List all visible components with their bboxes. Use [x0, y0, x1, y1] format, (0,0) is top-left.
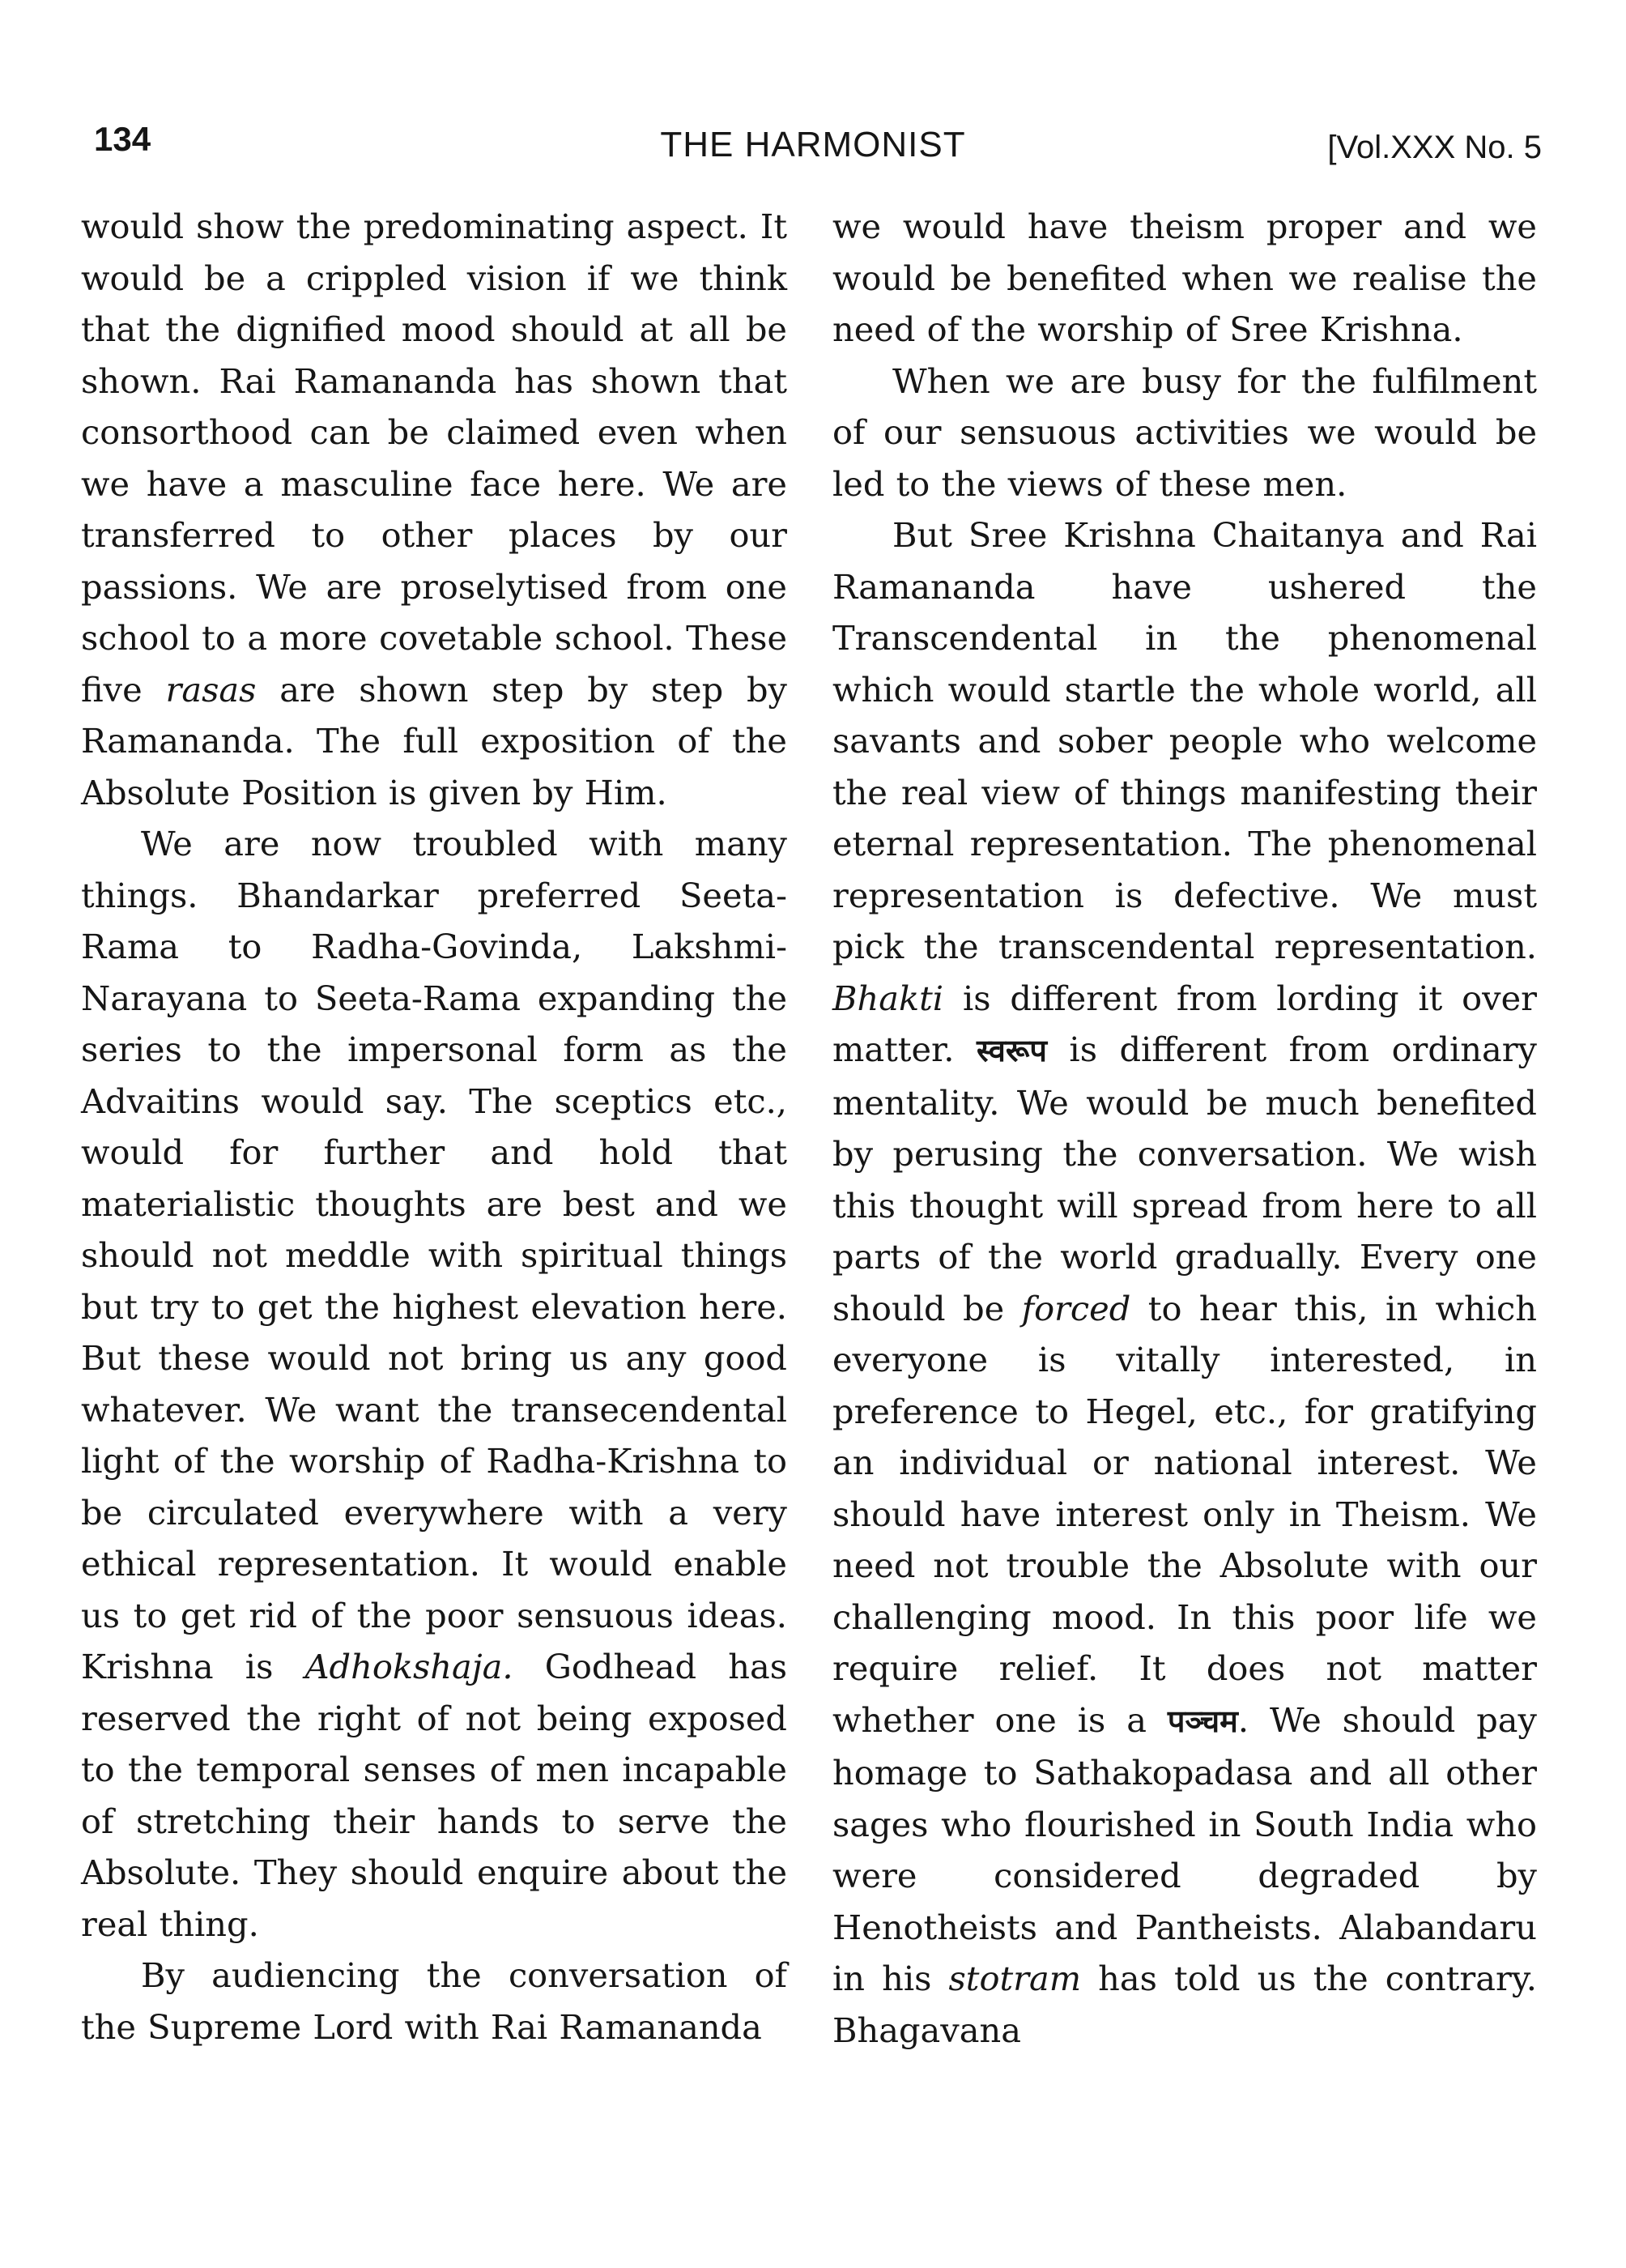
italic-term: Bhakti: [832, 978, 944, 1018]
right-column: [832, 201, 1537, 2056]
italic-term: stotram: [948, 1959, 1082, 1998]
paragraph: [81, 818, 787, 1950]
text-run: When we are busy for the fulfilment of our sensuous activities we would be led to the views of these men.: [832, 360, 1537, 504]
text-run: But Sree Krishna Chaitanya and Rai Ramananda have ushered the Transcendental in the phenomenal which would startle the whole world, all savants and sober people who welcome the real view of things manifesting their eternal representation. The phenomenal representation is defective. We must pick the transcendental representation.: [832, 515, 1537, 966]
text-run: . We should pay homage to Sathakopadasa and all other sages who flourished in South India who were considered degraded by Henotheists and Pantheists. Alabandaru in his: [832, 1699, 1537, 1998]
devanagari-term: स्वरूप: [976, 1033, 1047, 1068]
text-run: has told us the contrary. Bhagavana: [832, 1959, 1537, 2050]
text-run: Godhead has reserved the right of not being exposed to the temporal senses of men incapable of stretching their hands to serve the Absolute. They should enquire about the real thing.: [81, 1647, 788, 1944]
paragraph: [81, 201, 787, 818]
text-run: we would have theism proper and we would be benefited when we realise the need of the worship of Sree Krishna.: [832, 207, 1537, 349]
italic-term: rasas: [165, 669, 257, 710]
paragraph: [81, 1950, 787, 2053]
text-run: We are now troubled with many things. Bhandarkar preferred Seeta-Rama to Radha-Govinda, Lakshmi-Narayana to Seeta-Rama expanding the series to the impersonal form as the Advaitins would say. The sceptics etc., would for further and hold that materialistic thoughts are best and we should not meddle with spiritual things but try to get the highest elevation here. But these would not bring us any good whatever. We want the transecendental light of the worship of Radha-Krishna to be circulated everywhere with a very ethical representation. It would enable us to get rid of the poor sensuous ideas. Krishna is: [81, 824, 787, 1686]
paragraph: [832, 201, 1537, 356]
text-run: is different from ordinary mentality. We would be much benefited by perusing the conversation. We wish this thought will spread from here to all parts of the world gradually. Every one should be: [832, 1030, 1537, 1328]
devanagari-term: पञ्चम: [1167, 1703, 1238, 1739]
text-run: is different from lording it over matter.: [832, 978, 1537, 1069]
text-run: to hear this, in which everyone is vitally interested, in preference to Hegel, etc., for gratifying an individual or national interest. We should have interest only in Theism. We need not trouble the Absolute with our challenging mood. In this poor life we require relief. It does not matter whether one is a: [832, 1288, 1537, 1740]
paragraph: [832, 509, 1537, 2056]
journal-title: THE HARMONIST: [660, 125, 966, 164]
paragraph: [832, 356, 1537, 510]
text-run: would show the predominating aspect. It would be a crippled vision if we think that the dignified mood should at all be shown. Rai Ramananda has shown that consorthood can be claimed even when we have a masculine face here. We are transferred to other places by our passions. We are proselytised from one school to a more covetable school. These five: [81, 207, 787, 710]
volume-info: [Vol.XXX No. 5: [1327, 130, 1542, 165]
italic-term: forced: [1021, 1288, 1131, 1328]
left-column: [81, 201, 787, 2053]
italic-term: Adhokshaja.: [304, 1647, 513, 1686]
page-header: [84, 120, 1542, 185]
page-number: 134: [94, 120, 151, 158]
text-run: are shown step by step by Ramananda. The full exposition of the Absolute Position is given by Him.: [81, 669, 787, 812]
text-run: By audiencing the conversation of the Supreme Lord with Rai Ramananda: [81, 1955, 787, 2047]
